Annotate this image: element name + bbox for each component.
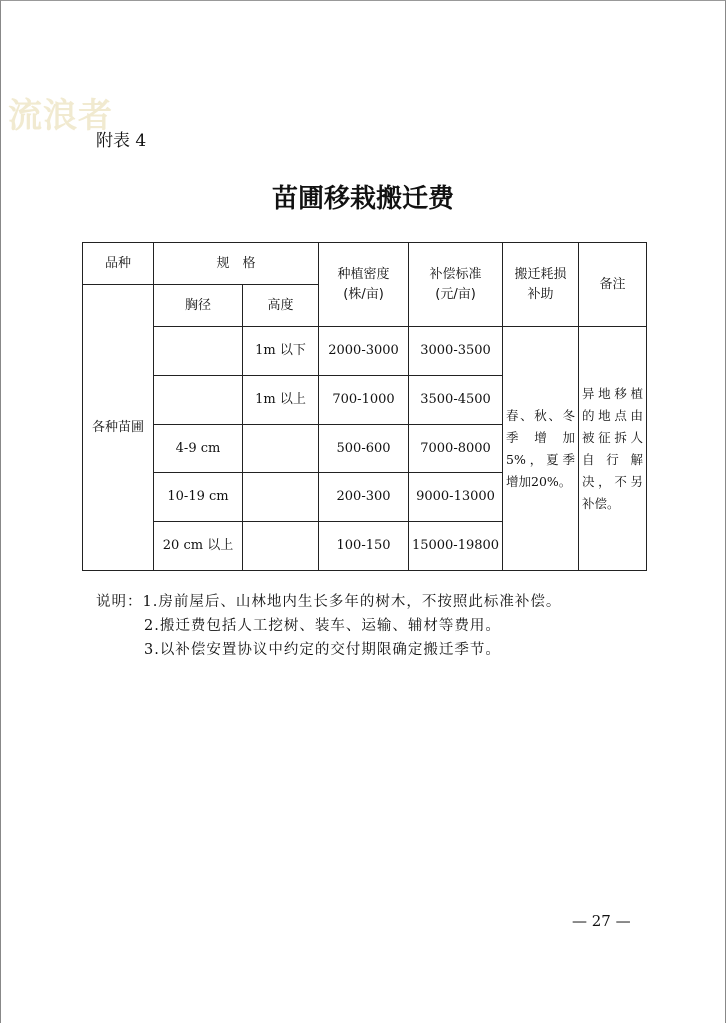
compensation-cell: 3500-4500	[409, 376, 503, 425]
compensation-cell: 15000-19800	[409, 522, 503, 571]
page-number: — 27 —	[572, 912, 631, 930]
height-cell	[243, 522, 319, 571]
notes-prefix: 说明：	[96, 594, 143, 610]
annex-label: 附表 4	[96, 131, 147, 151]
header-variety: 品种	[83, 243, 154, 285]
density-cell: 500-600	[319, 425, 409, 473]
diameter-cell	[154, 376, 243, 425]
header-spec: 规 格	[154, 243, 319, 285]
diameter-cell: 20 cm 以上	[154, 522, 243, 571]
note-item: 3.以补偿安置协议中约定的交付期限确定搬迁季节。	[144, 642, 501, 658]
compensation-cell: 7000-8000	[409, 425, 503, 473]
header-compensation: 补偿标准 (元/亩)	[409, 243, 503, 327]
header-relocation-subsidy: 搬迁耗损 补助	[503, 243, 579, 327]
diameter-cell	[154, 327, 243, 376]
header-diameter: 胸径	[154, 285, 243, 327]
notes-section	[96, 590, 561, 662]
compensation-cell: 9000-13000	[409, 473, 503, 522]
height-cell: 1m 以上	[243, 376, 319, 425]
density-cell: 700-1000	[319, 376, 409, 425]
density-cell: 100-150	[319, 522, 409, 571]
density-cell: 200-300	[319, 473, 409, 522]
remark-note-cell: 异地移植的地点由被征拆人自行解决，不另补偿。	[579, 327, 647, 571]
watermark: 流浪者	[8, 96, 113, 136]
note-item: 2.搬迁费包括人工挖树、装车、运输、辅材等费用。	[144, 618, 501, 634]
header-density: 种植密度 (株/亩)	[319, 243, 409, 327]
header-remarks: 备注	[579, 243, 647, 327]
height-cell	[243, 425, 319, 473]
height-cell	[243, 473, 319, 522]
diameter-cell: 4-9 cm	[154, 425, 243, 473]
page-title: 苗圃移栽搬迁费	[271, 184, 454, 214]
height-cell: 1m 以下	[243, 327, 319, 376]
compensation-table	[82, 242, 647, 571]
subsidy-note-cell: 春、秋、冬季增加5%，夏季增加20%。	[503, 327, 579, 571]
diameter-cell: 10-19 cm	[154, 473, 243, 522]
table-row	[83, 327, 647, 376]
compensation-cell: 3000-3500	[409, 327, 503, 376]
note-item: 1.房前屋后、山林地内生长多年的树木，不按照此标准补偿。	[142, 594, 562, 610]
header-height: 高度	[243, 285, 319, 327]
category-cell: 各种苗圃	[83, 285, 154, 571]
density-cell: 2000-3000	[319, 327, 409, 376]
